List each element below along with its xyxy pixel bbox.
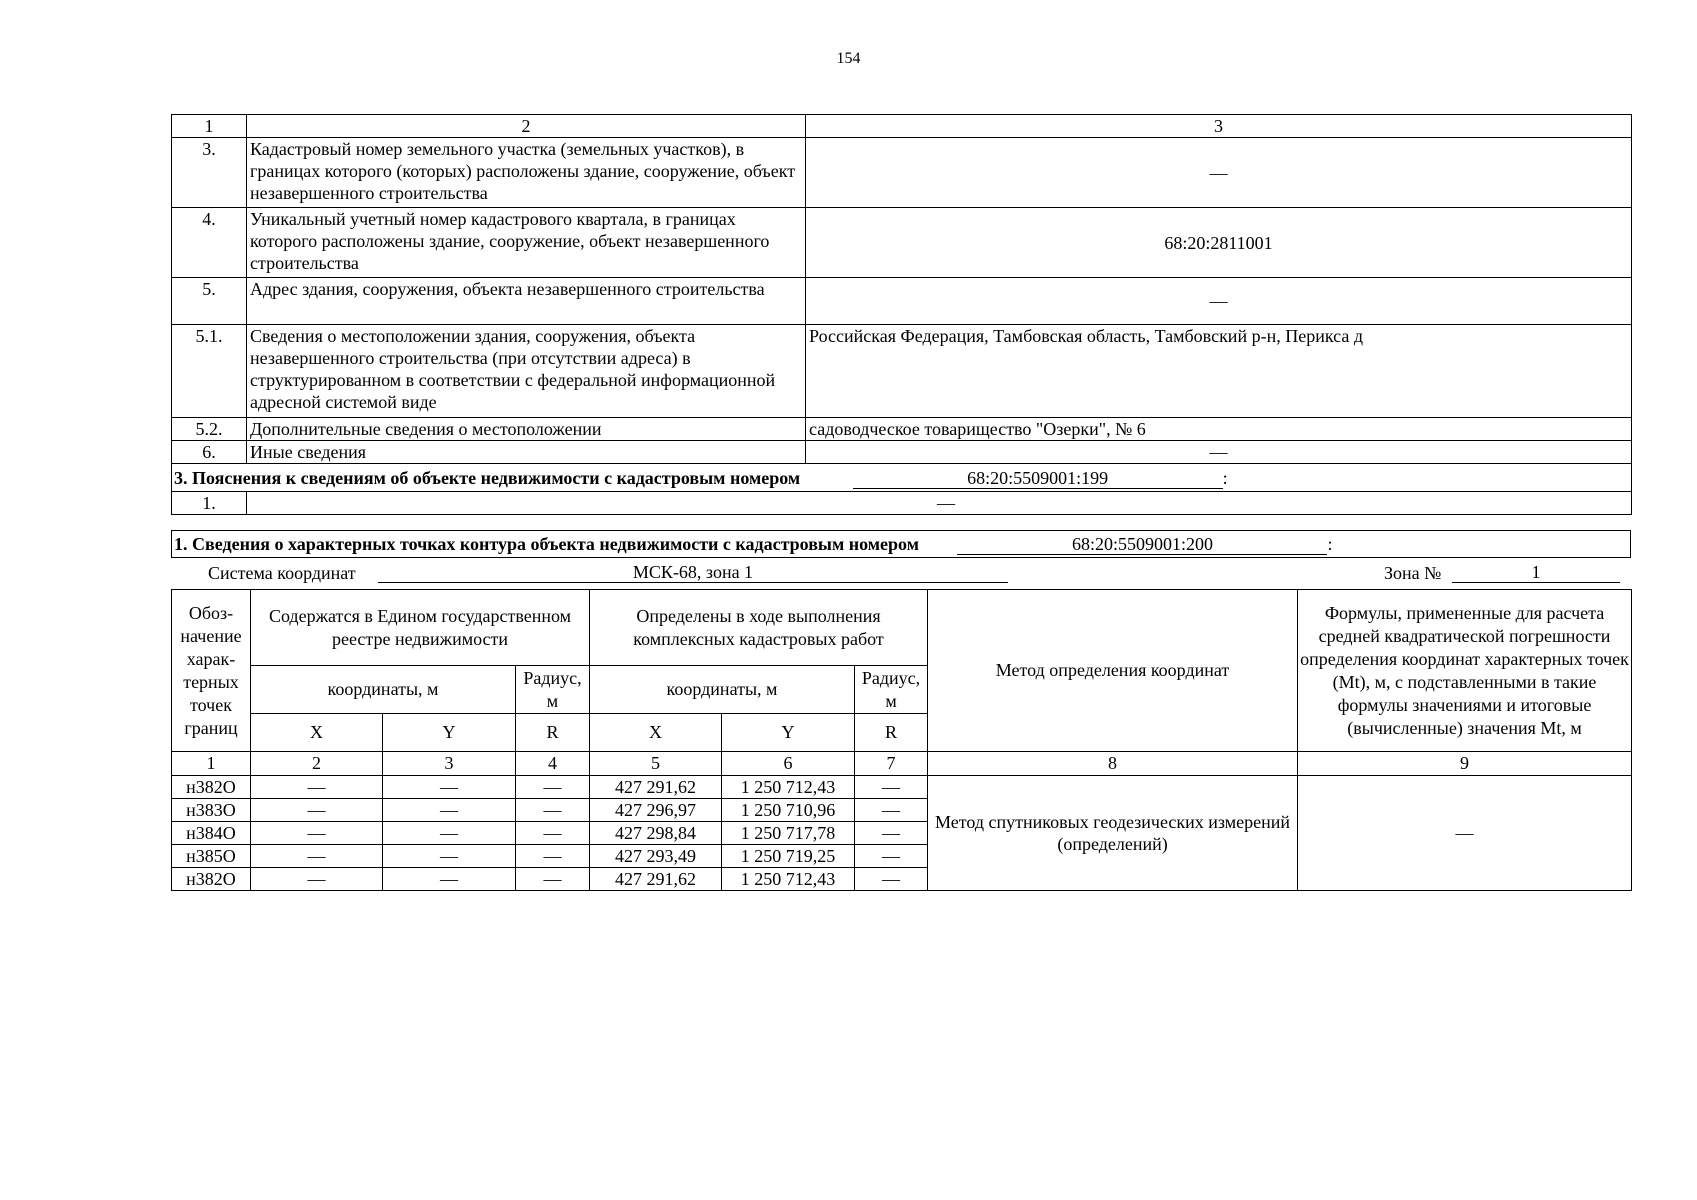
y-value: 1 250 712,43 xyxy=(722,776,855,799)
radius-header: Радиус, м xyxy=(855,666,928,714)
formulas-value: — xyxy=(1298,776,1632,891)
header-cell: 3 xyxy=(806,115,1632,138)
coords-header: координаты, м xyxy=(251,666,516,714)
row-number: 4. xyxy=(172,208,247,278)
table-row xyxy=(172,418,1632,441)
points-heading-row xyxy=(172,531,1631,558)
coords-header: координаты, м xyxy=(590,666,855,714)
r-egrn: — xyxy=(516,845,590,868)
formulas-header: Формулы, примененные для расчета средней квадратической погрешности определения координат характерных точек (Mt), м, с подставленными в такие формулы значениями и итоговые (вычисленные) значения Mt, м xyxy=(1298,590,1632,752)
row-value: — xyxy=(247,492,1632,515)
x-value: 427 293,49 xyxy=(590,845,722,868)
coord-system-value: МСК-68, зона 1 xyxy=(378,562,1008,583)
coordinates-table xyxy=(171,589,1632,891)
y-header: Y xyxy=(383,714,516,752)
row-value: — xyxy=(806,278,1632,325)
x-value: 427 291,62 xyxy=(590,776,722,799)
y-value: 1 250 717,78 xyxy=(722,822,855,845)
egrn-group-header: Содержатся в Едином государственном реестре недвижимости xyxy=(251,590,590,666)
point-name: н382О xyxy=(172,776,251,799)
row-value: Российская Федерация, Тамбовская область, Тамбовский р-н, Перикса д xyxy=(806,325,1632,418)
column-number: 4 xyxy=(516,752,590,776)
row-number: 5. xyxy=(172,278,247,325)
coord-system-label: Система координат xyxy=(208,563,356,583)
column-number: 1 xyxy=(172,752,251,776)
r-egrn: — xyxy=(516,776,590,799)
point-name: н384О xyxy=(172,822,251,845)
row-label: Сведения о местоположении здания, сооружения, объекта незавершенного строительства (при отсутствии адреса) в структурированном в соответствии с федеральной информационной адресной системой виде xyxy=(247,325,806,418)
x-header: X xyxy=(590,714,722,752)
row-value: 68:20:2811001 xyxy=(806,208,1632,278)
point-name: н383О xyxy=(172,799,251,822)
table-row xyxy=(172,441,1632,464)
x-egrn: — xyxy=(251,822,383,845)
column-number: 2 xyxy=(251,752,383,776)
x-egrn: — xyxy=(251,845,383,868)
complex-group-header: Определены в ходе выполнения комплексных кадастровых работ xyxy=(590,590,928,666)
column-numbers-row xyxy=(172,752,1632,776)
r-value: — xyxy=(855,868,928,891)
row-label: Дополнительные сведения о местоположении xyxy=(247,418,806,441)
method-value: Метод спутниковых геодезических измерений (определений) xyxy=(928,776,1298,891)
x-value: 427 298,84 xyxy=(590,822,722,845)
method-header: Метод определения координат xyxy=(928,590,1298,752)
table-row xyxy=(172,208,1632,278)
table-row xyxy=(172,138,1632,208)
x-header: X xyxy=(251,714,383,752)
explanations-heading: 3. Пояснения к сведениям об объекте недвижимости с кадастровым номером xyxy=(174,467,801,488)
row-label: Иные сведения xyxy=(247,441,806,464)
row-number: 1. xyxy=(172,492,247,515)
point-name: н382О xyxy=(172,868,251,891)
zone-value: 1 xyxy=(1452,562,1620,583)
explanations-cadastral-number: 68:20:5509001:199 xyxy=(853,468,1223,489)
y-value: 1 250 712,43 xyxy=(722,868,855,891)
column-number: 6 xyxy=(722,752,855,776)
point-name: н385О xyxy=(172,845,251,868)
explanations-heading-row xyxy=(172,464,1632,492)
row-label: Кадастровый номер земельного участка (земельных участков), в границах которого (которых) расположены здание, сооружение, объект незавершенного строительства xyxy=(247,138,806,208)
r-egrn: — xyxy=(516,868,590,891)
y-egrn: — xyxy=(383,822,516,845)
y-value: 1 250 719,25 xyxy=(722,845,855,868)
points-heading: 1. Сведения о характерных точках контура объекта недвижимости с кадастровым номером xyxy=(174,534,919,554)
points-heading-table xyxy=(171,530,1631,558)
r-egrn: — xyxy=(516,822,590,845)
object-info-table xyxy=(171,114,1632,515)
row-number: 5.1. xyxy=(172,325,247,418)
row-number: 5.2. xyxy=(172,418,247,441)
radius-header: Радиус, м xyxy=(516,666,590,714)
x-value: 427 291,62 xyxy=(590,868,722,891)
row-number: 3. xyxy=(172,138,247,208)
designation-header: Обоз-начение харак-терных точек границ xyxy=(172,590,251,752)
r-value: — xyxy=(855,799,928,822)
zone-label: Зона № xyxy=(1384,563,1442,583)
x-value: 427 296,97 xyxy=(590,799,722,822)
y-egrn: — xyxy=(383,776,516,799)
points-cadastral-number: 68:20:5509001:200 xyxy=(957,534,1327,555)
table-row xyxy=(172,278,1632,325)
y-egrn: — xyxy=(383,799,516,822)
y-value: 1 250 710,96 xyxy=(722,799,855,822)
row-value: садоводческое товарищество "Озерки", № 6 xyxy=(806,418,1632,441)
y-header: Y xyxy=(722,714,855,752)
page-number: 154 xyxy=(836,50,861,67)
row-value: — xyxy=(806,441,1632,464)
explanations-row xyxy=(172,492,1632,515)
table-row xyxy=(172,776,1632,799)
y-egrn: — xyxy=(383,845,516,868)
coord-system-line xyxy=(171,560,1631,589)
x-egrn: — xyxy=(251,799,383,822)
column-number: 8 xyxy=(928,752,1298,776)
r-value: — xyxy=(855,822,928,845)
column-number: 3 xyxy=(383,752,516,776)
row-value: — xyxy=(806,138,1632,208)
x-egrn: — xyxy=(251,776,383,799)
r-header: R xyxy=(516,714,590,752)
y-egrn: — xyxy=(383,868,516,891)
r-egrn: — xyxy=(516,799,590,822)
header-cell: 2 xyxy=(247,115,806,138)
row-number: 6. xyxy=(172,441,247,464)
header-cell: 1 xyxy=(172,115,247,138)
column-number: 7 xyxy=(855,752,928,776)
colon: : xyxy=(1327,534,1333,554)
row-label: Адрес здания, сооружения, объекта незавершенного строительства xyxy=(247,278,806,325)
r-header: R xyxy=(855,714,928,752)
x-egrn: — xyxy=(251,868,383,891)
r-value: — xyxy=(855,845,928,868)
colon: : xyxy=(1222,467,1228,488)
r-value: — xyxy=(855,776,928,799)
column-number: 9 xyxy=(1298,752,1632,776)
table-header-row xyxy=(172,115,1632,138)
column-number: 5 xyxy=(590,752,722,776)
table-row xyxy=(172,325,1632,418)
row-label: Уникальный учетный номер кадастрового квартала, в границах которого расположены здание, сооружение, объект незавершенного строительства xyxy=(247,208,806,278)
